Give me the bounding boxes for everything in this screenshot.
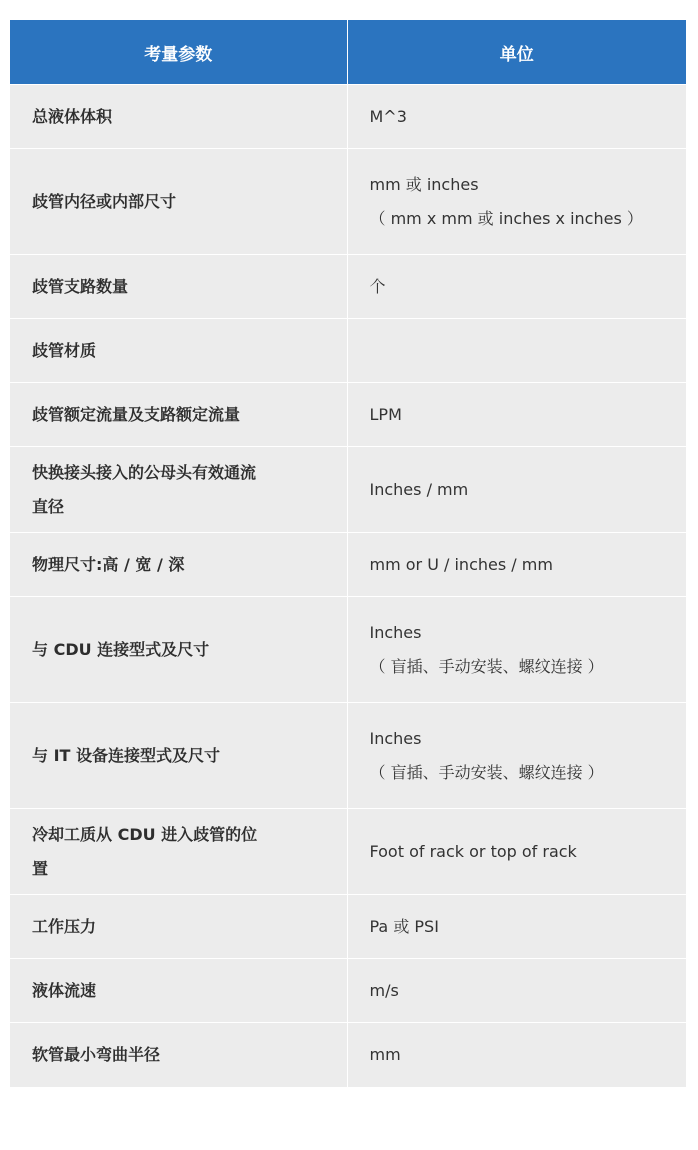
table-row [10, 85, 686, 149]
header-param: 考量参数 [10, 20, 347, 85]
table-row [10, 895, 686, 959]
unit-text: mm or U / inches / mm [369, 554, 553, 574]
param-cell [10, 447, 347, 533]
unit-text: 个 [369, 276, 386, 296]
param-text: 软管最小弯曲半径 [32, 1044, 161, 1064]
table-row [10, 959, 686, 1023]
param-text: 总液体体积 [32, 106, 113, 126]
unit-cell [347, 149, 686, 255]
param-cell [10, 149, 347, 255]
table-row [10, 149, 686, 255]
unit-text: （ 盲插、手动安装、螺纹连接 ） [369, 762, 604, 782]
param-text: 物理尺寸:高 / 宽 / 深 [32, 554, 185, 574]
param-text: 歧管支路数量 [32, 276, 129, 296]
unit-cell [347, 895, 686, 959]
param-cell [10, 319, 347, 383]
param-text: 工作压力 [32, 916, 97, 936]
unit-cell [347, 597, 686, 703]
unit-text: Inches [369, 622, 422, 642]
spec-table-container [10, 20, 686, 1087]
table-row [10, 255, 686, 319]
header-unit: 单位 [347, 20, 686, 85]
unit-cell [347, 319, 686, 383]
param-text: 歧管内径或内部尺寸 [32, 191, 177, 211]
unit-text: （ 盲插、手动安装、螺纹连接 ） [369, 656, 604, 676]
table-row [10, 597, 686, 703]
param-cell [10, 809, 347, 895]
unit-text: （ mm x mm 或 inches x inches ） [369, 208, 643, 228]
unit-cell [347, 809, 686, 895]
unit-cell [347, 533, 686, 597]
param-cell [10, 1023, 347, 1087]
unit-text: Inches [369, 728, 422, 748]
unit-text: mm [369, 1044, 401, 1064]
param-cell [10, 597, 347, 703]
param-cell [10, 85, 347, 149]
table-row [10, 809, 686, 895]
unit-text: mm 或 inches [369, 174, 479, 194]
param-cell [10, 895, 347, 959]
unit-text: LPM [369, 404, 402, 424]
table-row [10, 533, 686, 597]
unit-text: Pa 或 PSI [369, 916, 439, 936]
param-text: 歧管额定流量及支路额定流量 [32, 404, 241, 424]
param-cell [10, 383, 347, 447]
param-cell [10, 959, 347, 1023]
param-text: 直径 [32, 496, 65, 516]
param-text: 歧管材质 [32, 340, 97, 360]
table-row [10, 1023, 686, 1087]
unit-cell [347, 255, 686, 319]
param-cell [10, 533, 347, 597]
unit-cell [347, 383, 686, 447]
param-cell [10, 703, 347, 809]
table-header-row [10, 20, 686, 85]
table-row [10, 383, 686, 447]
spec-table [10, 20, 686, 1087]
unit-text: m/s [369, 980, 399, 1000]
unit-cell [347, 447, 686, 533]
param-text: 与 IT 设备连接型式及尺寸 [32, 745, 221, 765]
table-row [10, 319, 686, 383]
param-cell [10, 255, 347, 319]
table-row [10, 703, 686, 809]
unit-text: Foot of rack or top of rack [369, 841, 577, 861]
table-body [10, 85, 686, 1087]
unit-cell [347, 703, 686, 809]
unit-text: Inches / mm [369, 479, 469, 499]
unit-cell [347, 1023, 686, 1087]
param-text: 置 [32, 858, 49, 878]
param-text: 液体流速 [32, 980, 97, 1000]
unit-text: M^3 [369, 106, 407, 126]
table-row [10, 447, 686, 533]
param-text: 冷却工质从 CDU 进入歧管的位 [32, 824, 258, 844]
unit-cell [347, 959, 686, 1023]
unit-cell [347, 85, 686, 149]
param-text: 与 CDU 连接型式及尺寸 [32, 639, 210, 659]
param-text: 快换接头接入的公母头有效通流 [32, 462, 257, 482]
